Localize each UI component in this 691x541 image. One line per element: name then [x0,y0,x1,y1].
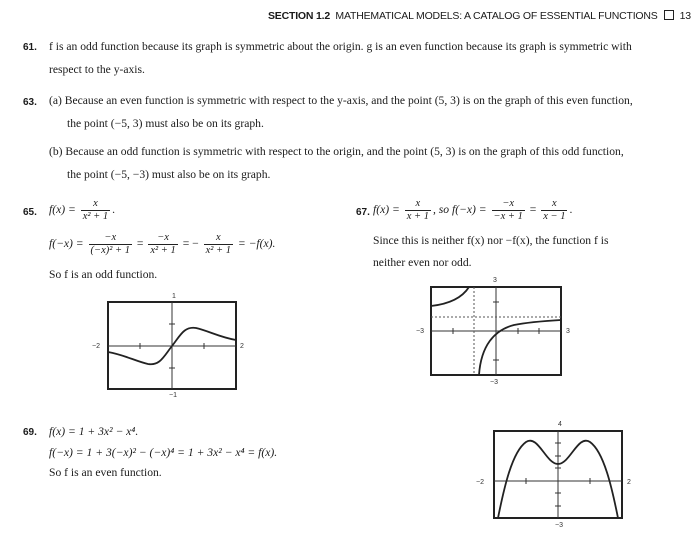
fraction-1: $\frac{-x}{-x + 1}$ [493,198,523,223]
f-of-x-label: f(x) = [373,203,400,217]
tick-label-left: −2 [476,479,484,486]
fraction-1: $\frac{-x}{\text{(−x)² + 1}}$ [90,232,131,257]
tick-label-bottom: −3 [490,379,498,386]
exercise-number-69: 69. [23,427,37,438]
definition-fraction: $\frac{x}{\text{x² + 1}}$ [82,198,109,223]
section-title: MATHEMATICAL MODELS: A CATALOG OF ESSENTIAL FUNCTIONS [335,10,658,22]
exercise-number-67: 67. [356,207,370,218]
tick-label-right: 2 [627,479,631,486]
exercise-number-63: 63. [23,97,37,108]
definition-fraction: $\frac{x}{x + 1}$ [406,198,429,223]
tick-label-top: 4 [558,421,562,428]
section-label: SECTION 1.2 [268,10,330,22]
fraction-2: $\frac{-x}{\text{x² + 1}}$ [150,232,176,257]
exercise-63a-line-2: the point (−5, 3) must also be on its graph. [67,117,264,130]
exercise-63b-line-1: (b) Because an odd function is symmetric with respect to the origin, and the point (5, 3) is on the graph of this odd function, [49,145,624,158]
running-header [268,10,691,22]
tick-label-top: 3 [493,277,497,284]
exercise-65-computation: f(−x) = $\frac{-x}{\text{(−x)² + 1}}$ = $\frac{-x}{\text{x² + 1}}$ = − $\frac{x}{\text{x² + 1}}$ = −f(x). [49,232,276,257]
exercise-61-line-1: f is an odd function because its graph is symmetric about the origin. g is an even function because its graph is symmetric with [49,40,632,53]
exercise-number-61: 61. [23,42,37,53]
tick-label-bottom: −1 [169,392,177,399]
tick-label-right: 2 [240,343,244,350]
graph-69 [474,418,644,530]
separator-box-icon [664,10,674,20]
exercise-63b-line-2: the point (−5, −3) must also be on its graph. [67,168,271,181]
exercise-67-line-2: neither even nor odd. [373,256,472,269]
graph-67 [414,274,579,386]
graph-65 [90,290,260,400]
exercise-number-65: 65. [23,207,37,218]
exercise-61-line-2: respect to the y-axis. [49,63,145,76]
fraction-2: $\frac{x}{x - 1}$ [543,198,566,223]
exercise-69-line-1: f(x) = 1 + 3x² − x⁴. [49,425,139,438]
exercise-69-line-2: f(−x) = 1 + 3(−x)² − (−x)⁴ = 1 + 3x² − x⁴ = f(x). [49,446,278,459]
tick-label-bottom: −3 [555,522,563,529]
tick-label-top: 1 [172,293,176,300]
fraction-3: $\frac{x}{\text{x² + 1}}$ [205,232,231,257]
exercise-67-line-1: Since this is neither f(x) nor −f(x), the function f is [373,234,609,247]
result: = −f(x). [237,237,276,251]
exercise-67-definition: f(x) = $\frac{x}{x + 1}$ , so f(−x) = $\frac{-x}{-x + 1}$ = $\frac{x}{x - 1}$ . [373,198,573,223]
so-clause: , so f(−x) = [432,203,487,217]
exercise-65-definition: f(x) = $\frac{x}{\text{x² + 1}}$ . [49,198,116,223]
exercise-65-conclusion: So f is an odd function. [49,268,158,281]
f-of-x-label: f(x) = [49,203,76,217]
f-of-neg-x-label: f(−x) = [49,237,84,251]
page-number: 13 [679,10,691,22]
tick-label-right: 3 [566,328,570,335]
right-branch-curve [479,320,561,375]
exercise-63a-line-1: (a) Because an even function is symmetric with respect to the y-axis, and the point (5, 3) is on the graph of this even function, [49,94,633,107]
tick-label-left: −2 [92,343,100,350]
minus-sign: = − [182,237,199,251]
exercise-69-conclusion: So f is an even function. [49,466,162,479]
tick-label-left: −3 [416,328,424,335]
left-branch-curve [431,287,469,306]
